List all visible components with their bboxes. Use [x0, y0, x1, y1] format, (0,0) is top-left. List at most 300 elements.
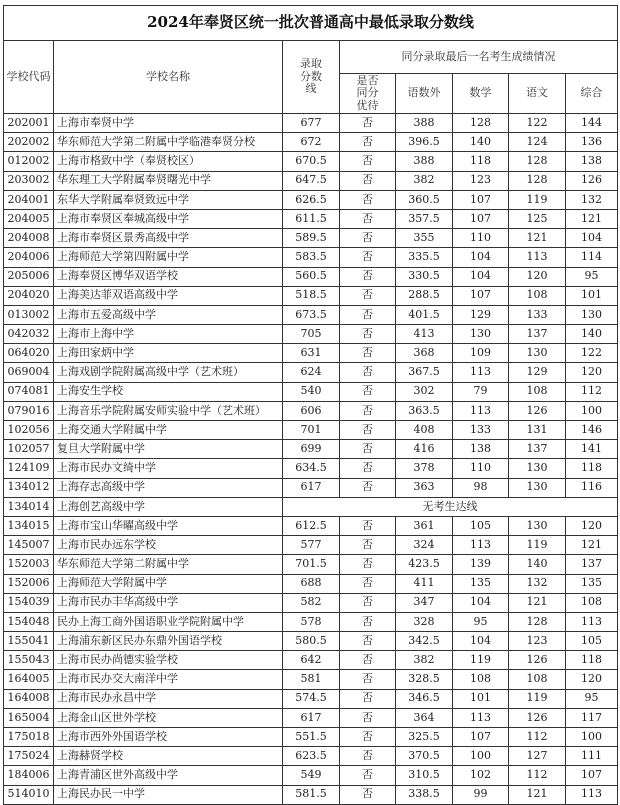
- admission-score: 540: [283, 382, 340, 401]
- tie-priority: 否: [340, 267, 396, 286]
- math-score: 107: [453, 190, 509, 209]
- math-score: 130: [453, 325, 509, 344]
- chinese-score: 130: [509, 459, 566, 478]
- chinese-score: 133: [509, 305, 566, 324]
- admission-score: 611.5: [283, 209, 340, 228]
- comprehensive-score: 120: [566, 363, 618, 382]
- ysw-score: 367.5: [396, 363, 453, 382]
- ysw-score: 382: [396, 651, 453, 670]
- school-name: 上海浦东新区民办东鼎外国语学校: [54, 632, 283, 651]
- ysw-score: 328: [396, 612, 453, 631]
- comprehensive-score: 126: [566, 171, 618, 190]
- school-name: 上海民办民一中学: [54, 785, 283, 804]
- table-row: [4, 574, 618, 593]
- tie-priority: 否: [340, 286, 396, 305]
- school-code: 134014: [4, 497, 54, 516]
- school-code: 204006: [4, 248, 54, 267]
- school-name: 上海市民办交大南洋中学: [54, 670, 283, 689]
- math-score: 133: [453, 421, 509, 440]
- table-row: [4, 248, 618, 267]
- math-score: 108: [453, 670, 509, 689]
- admission-score: 699: [283, 440, 340, 459]
- table-row: [4, 267, 618, 286]
- table-row: [4, 708, 618, 727]
- school-name: 上海奉贤区博华双语学校: [54, 267, 283, 286]
- math-score: 95: [453, 612, 509, 631]
- ysw-score: 347: [396, 593, 453, 612]
- school-name: 上海青浦区世外高级中学: [54, 766, 283, 785]
- tie-priority: 否: [340, 421, 396, 440]
- chinese-score: 137: [509, 325, 566, 344]
- math-score: 101: [453, 689, 509, 708]
- table-row: [4, 785, 618, 804]
- math-score: 140: [453, 133, 509, 152]
- chinese-score: 130: [509, 344, 566, 363]
- table-row: [4, 114, 618, 133]
- table-row: [4, 171, 618, 190]
- school-code: 155043: [4, 651, 54, 670]
- admission-score: 581.5: [283, 785, 340, 804]
- tie-priority: 否: [340, 401, 396, 420]
- comprehensive-score: 135: [566, 574, 618, 593]
- admission-score: 677: [283, 114, 340, 133]
- ysw-score: 361: [396, 516, 453, 535]
- school-name: 华东理工大学附属奉贤曙光中学: [54, 171, 283, 190]
- chinese-score: 126: [509, 708, 566, 727]
- chinese-score: 124: [509, 133, 566, 152]
- school-name: 上海戏剧学院附属高级中学（艺术班）: [54, 363, 283, 382]
- chinese-score: 130: [509, 478, 566, 497]
- comprehensive-score: 140: [566, 325, 618, 344]
- ysw-score: 423.5: [396, 555, 453, 574]
- math-score: 107: [453, 286, 509, 305]
- table-row: [4, 305, 618, 324]
- admission-score: 580.5: [283, 632, 340, 651]
- math-score: 118: [453, 152, 509, 171]
- admission-score: 551.5: [283, 728, 340, 747]
- ysw-score: 411: [396, 574, 453, 593]
- math-score: 139: [453, 555, 509, 574]
- comprehensive-score: 104: [566, 229, 618, 248]
- ysw-score: 388: [396, 152, 453, 171]
- comprehensive-score: 122: [566, 344, 618, 363]
- table-row: [4, 152, 618, 171]
- table-row: [4, 670, 618, 689]
- ysw-score: 342.5: [396, 632, 453, 651]
- chinese-score: 131: [509, 421, 566, 440]
- school-name: 上海市民办尚德实验学校: [54, 651, 283, 670]
- chinese-score: 119: [509, 190, 566, 209]
- school-name: 上海创艺高级中学: [54, 497, 283, 516]
- tie-priority: 否: [340, 555, 396, 574]
- tie-priority: 否: [340, 440, 396, 459]
- admission-score: 673.5: [283, 305, 340, 324]
- table-row: [4, 478, 618, 497]
- chinese-score: 129: [509, 363, 566, 382]
- chinese-score: 127: [509, 747, 566, 766]
- table-row: [4, 497, 618, 516]
- school-name: 上海安生学校: [54, 382, 283, 401]
- comprehensive-score: 130: [566, 305, 618, 324]
- school-code: 134015: [4, 516, 54, 535]
- school-name: 上海存志高级中学: [54, 478, 283, 497]
- math-score: 113: [453, 401, 509, 420]
- ysw-score: 335.5: [396, 248, 453, 267]
- table-row: [4, 516, 618, 535]
- math-score: 110: [453, 229, 509, 248]
- school-code: 202001: [4, 114, 54, 133]
- admission-score: 578: [283, 612, 340, 631]
- chinese-score: 125: [509, 209, 566, 228]
- school-name: 上海市奉贤区奉城高级中学: [54, 209, 283, 228]
- school-code: 165004: [4, 708, 54, 727]
- math-score: 110: [453, 459, 509, 478]
- math-score: 123: [453, 171, 509, 190]
- admission-score: 631: [283, 344, 340, 363]
- chinese-score: 121: [509, 593, 566, 612]
- table-row: [4, 344, 618, 363]
- school-code: 184006: [4, 766, 54, 785]
- ysw-score: 401.5: [396, 305, 453, 324]
- tie-priority: 否: [340, 325, 396, 344]
- school-name: 上海市民办远东学校: [54, 536, 283, 555]
- math-score: 104: [453, 632, 509, 651]
- comprehensive-score: 138: [566, 152, 618, 171]
- table-row: [4, 440, 618, 459]
- ysw-score: 413: [396, 325, 453, 344]
- school-name: 上海田家炳中学: [54, 344, 283, 363]
- ysw-score: 382: [396, 171, 453, 190]
- school-name: 上海市宝山华曜高级中学: [54, 516, 283, 535]
- admission-score: 518.5: [283, 286, 340, 305]
- tie-priority: 否: [340, 593, 396, 612]
- math-score: 128: [453, 114, 509, 133]
- school-name: 复旦大学附属中学: [54, 440, 283, 459]
- chinese-score: 130: [509, 516, 566, 535]
- school-code: 124109: [4, 459, 54, 478]
- school-name: 上海师范大学附属中学: [54, 574, 283, 593]
- admission-score: 577: [283, 536, 340, 555]
- math-score: 99: [453, 785, 509, 804]
- tie-priority: 否: [340, 785, 396, 804]
- school-name: 上海市格致中学（奉贤校区）: [54, 152, 283, 171]
- ysw-score: 388: [396, 114, 453, 133]
- table-row: [4, 632, 618, 651]
- chinese-score: 132: [509, 574, 566, 593]
- math-score: 113: [453, 536, 509, 555]
- tie-priority: 否: [340, 248, 396, 267]
- header-math: 数学: [453, 74, 509, 114]
- math-score: 113: [453, 363, 509, 382]
- school-code: 102057: [4, 440, 54, 459]
- school-code: 175018: [4, 728, 54, 747]
- school-name: 上海美达菲双语高级中学: [54, 286, 283, 305]
- ysw-score: 324: [396, 536, 453, 555]
- ysw-score: 302: [396, 382, 453, 401]
- school-code: 154039: [4, 593, 54, 612]
- comprehensive-score: 116: [566, 478, 618, 497]
- table-row: [4, 766, 618, 785]
- comprehensive-score: 113: [566, 785, 618, 804]
- tie-priority: 否: [340, 516, 396, 535]
- comprehensive-score: 112: [566, 382, 618, 401]
- ysw-score: 338.5: [396, 785, 453, 804]
- chinese-score: 119: [509, 689, 566, 708]
- school-code: 013002: [4, 305, 54, 324]
- table-row: [4, 747, 618, 766]
- math-score: 79: [453, 382, 509, 401]
- table-row: [4, 555, 618, 574]
- chinese-score: 119: [509, 536, 566, 555]
- chinese-score: 123: [509, 632, 566, 651]
- admission-score: 617: [283, 478, 340, 497]
- comprehensive-score: 118: [566, 459, 618, 478]
- ysw-score: 370.5: [396, 747, 453, 766]
- admission-score: 624: [283, 363, 340, 382]
- school-code: 175024: [4, 747, 54, 766]
- tie-priority: 否: [340, 670, 396, 689]
- chinese-score: 126: [509, 401, 566, 420]
- ysw-score: 355: [396, 229, 453, 248]
- ysw-score: 378: [396, 459, 453, 478]
- chinese-score: 112: [509, 728, 566, 747]
- chinese-score: 108: [509, 286, 566, 305]
- comprehensive-score: 114: [566, 248, 618, 267]
- admission-score: 612.5: [283, 516, 340, 535]
- admission-score: 581: [283, 670, 340, 689]
- comprehensive-score: 95: [566, 267, 618, 286]
- admission-score: 583.5: [283, 248, 340, 267]
- school-name: 上海市五爱高级中学: [54, 305, 283, 324]
- math-score: 119: [453, 651, 509, 670]
- comprehensive-score: 137: [566, 555, 618, 574]
- table-title: 2024年奉贤区统一批次普通高中最低录取分数线: [4, 6, 618, 41]
- math-score: 98: [453, 478, 509, 497]
- school-name: 上海市奉贤中学: [54, 114, 283, 133]
- school-code: 152006: [4, 574, 54, 593]
- tie-priority: 否: [340, 171, 396, 190]
- school-name: 上海赫贤学校: [54, 747, 283, 766]
- school-code: 202002: [4, 133, 54, 152]
- school-name: 上海金山区世外学校: [54, 708, 283, 727]
- ysw-score: 360.5: [396, 190, 453, 209]
- math-score: 102: [453, 766, 509, 785]
- admission-score: 634.5: [283, 459, 340, 478]
- chinese-score: 108: [509, 670, 566, 689]
- table-row: [4, 536, 618, 555]
- admission-score: 623.5: [283, 747, 340, 766]
- tie-priority: 否: [340, 689, 396, 708]
- school-code: 514010: [4, 785, 54, 804]
- comprehensive-score: 120: [566, 516, 618, 535]
- ysw-score: 357.5: [396, 209, 453, 228]
- tie-priority: 否: [340, 114, 396, 133]
- ysw-score: 408: [396, 421, 453, 440]
- admission-score: 705: [283, 325, 340, 344]
- school-name: 上海市奉贤区景秀高级中学: [54, 229, 283, 248]
- table-row: [4, 363, 618, 382]
- school-code: 012002: [4, 152, 54, 171]
- tie-priority: 否: [340, 478, 396, 497]
- header-group: 同分录取最后一名考生成绩情况: [340, 41, 618, 74]
- ysw-score: 330.5: [396, 267, 453, 286]
- tie-priority: 否: [340, 382, 396, 401]
- comprehensive-score: 108: [566, 593, 618, 612]
- school-code: 102056: [4, 421, 54, 440]
- table-row: [4, 325, 618, 344]
- chinese-score: 113: [509, 248, 566, 267]
- comprehensive-score: 121: [566, 209, 618, 228]
- admission-score: 647.5: [283, 171, 340, 190]
- ysw-score: 364: [396, 708, 453, 727]
- math-score: 100: [453, 747, 509, 766]
- school-code: 204008: [4, 229, 54, 248]
- math-score: 104: [453, 267, 509, 286]
- table-row: [4, 593, 618, 612]
- tie-priority: 否: [340, 766, 396, 785]
- school-code: 152003: [4, 555, 54, 574]
- ysw-score: 416: [396, 440, 453, 459]
- comprehensive-score: 144: [566, 114, 618, 133]
- comprehensive-score: 146: [566, 421, 618, 440]
- admission-score: 701: [283, 421, 340, 440]
- table-row: [4, 401, 618, 420]
- tie-priority: 否: [340, 305, 396, 324]
- table-row: [4, 209, 618, 228]
- admission-score: 701.5: [283, 555, 340, 574]
- tie-priority: 否: [340, 133, 396, 152]
- admission-score: 574.5: [283, 689, 340, 708]
- admission-score: 688: [283, 574, 340, 593]
- table-row: [4, 421, 618, 440]
- tie-priority: 否: [340, 344, 396, 363]
- chinese-score: 120: [509, 267, 566, 286]
- header-comprehensive: 综合: [566, 74, 618, 114]
- school-code: 074081: [4, 382, 54, 401]
- chinese-score: 122: [509, 114, 566, 133]
- tie-priority: 否: [340, 190, 396, 209]
- math-score: 113: [453, 708, 509, 727]
- comprehensive-score: 113: [566, 612, 618, 631]
- comprehensive-score: 141: [566, 440, 618, 459]
- school-name: 上海市上海中学: [54, 325, 283, 344]
- school-code: 204005: [4, 209, 54, 228]
- table-row: [4, 459, 618, 478]
- school-name: 东华大学附属奉贤致远中学: [54, 190, 283, 209]
- school-code: 079016: [4, 401, 54, 420]
- school-name: 华东师范大学第二附属中学临港奉贤分校: [54, 133, 283, 152]
- chinese-score: 128: [509, 612, 566, 631]
- table-row: [4, 651, 618, 670]
- comprehensive-score: 111: [566, 747, 618, 766]
- admission-score: 560.5: [283, 267, 340, 286]
- comprehensive-score: 105: [566, 632, 618, 651]
- math-score: 105: [453, 516, 509, 535]
- tie-priority: 否: [340, 632, 396, 651]
- admission-score: 589.5: [283, 229, 340, 248]
- school-code: 164005: [4, 670, 54, 689]
- ysw-score: 396.5: [396, 133, 453, 152]
- admission-score: 642: [283, 651, 340, 670]
- comprehensive-score: 100: [566, 401, 618, 420]
- school-name: 上海市民办丰华高级中学: [54, 593, 283, 612]
- school-name: 上海师范大学第四附属中学: [54, 248, 283, 267]
- school-code: 134012: [4, 478, 54, 497]
- tie-priority: 否: [340, 459, 396, 478]
- math-score: 104: [453, 593, 509, 612]
- math-score: 104: [453, 248, 509, 267]
- school-code: 203002: [4, 171, 54, 190]
- admission-score: 606: [283, 401, 340, 420]
- chinese-score: 126: [509, 651, 566, 670]
- header-score: 录取分数线: [283, 41, 340, 114]
- header-priority: 是否同分优待: [340, 74, 396, 114]
- math-score: 109: [453, 344, 509, 363]
- school-code: 155041: [4, 632, 54, 651]
- ysw-score: 346.5: [396, 689, 453, 708]
- admission-score: 549: [283, 766, 340, 785]
- ysw-score: 325.5: [396, 728, 453, 747]
- chinese-score: 128: [509, 171, 566, 190]
- tie-priority: 否: [340, 612, 396, 631]
- table-row: [4, 612, 618, 631]
- comprehensive-score: 136: [566, 133, 618, 152]
- header-ysw: 语数外: [396, 74, 453, 114]
- tie-priority: 否: [340, 209, 396, 228]
- school-name: 上海市西外外国语学校: [54, 728, 283, 747]
- header-code: 学校代码: [4, 41, 54, 114]
- school-code: 064020: [4, 344, 54, 363]
- ysw-score: 328.5: [396, 670, 453, 689]
- ysw-score: 310.5: [396, 766, 453, 785]
- school-code: 205006: [4, 267, 54, 286]
- ysw-score: 363.5: [396, 401, 453, 420]
- ysw-score: 363: [396, 478, 453, 497]
- tie-priority: 否: [340, 152, 396, 171]
- table-row: [4, 190, 618, 209]
- school-name: 上海市民办永昌中学: [54, 689, 283, 708]
- tie-priority: 否: [340, 574, 396, 593]
- math-score: 138: [453, 440, 509, 459]
- school-code: 204001: [4, 190, 54, 209]
- table-row: [4, 133, 618, 152]
- comprehensive-score: 107: [566, 766, 618, 785]
- chinese-score: 108: [509, 382, 566, 401]
- tie-priority: 否: [340, 651, 396, 670]
- tie-priority: 否: [340, 728, 396, 747]
- admission-score: 670.5: [283, 152, 340, 171]
- comprehensive-score: 121: [566, 536, 618, 555]
- school-code: 164008: [4, 689, 54, 708]
- table-row: [4, 728, 618, 747]
- tie-priority: 否: [340, 536, 396, 555]
- school-name: 上海交通大学附属中学: [54, 421, 283, 440]
- chinese-score: 112: [509, 766, 566, 785]
- school-name: 上海市民办文绮中学: [54, 459, 283, 478]
- chinese-score: 128: [509, 152, 566, 171]
- school-name: 民办上海工商外国语职业学院附属中学: [54, 612, 283, 631]
- header-chinese: 语文: [509, 74, 566, 114]
- school-code: 069004: [4, 363, 54, 382]
- school-code: 154048: [4, 612, 54, 631]
- comprehensive-score: 120: [566, 670, 618, 689]
- comprehensive-score: 117: [566, 708, 618, 727]
- tie-priority: 否: [340, 747, 396, 766]
- comprehensive-score: 132: [566, 190, 618, 209]
- school-code: 042032: [4, 325, 54, 344]
- math-score: 107: [453, 209, 509, 228]
- chinese-score: 140: [509, 555, 566, 574]
